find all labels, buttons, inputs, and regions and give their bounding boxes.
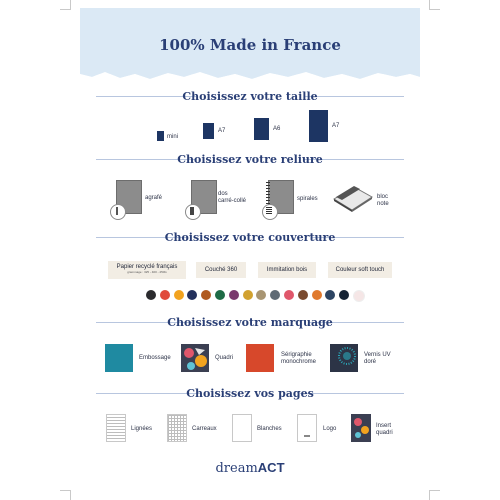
binding-stapled-label: agrafé bbox=[145, 195, 163, 201]
cover-color-dot[interactable] bbox=[201, 290, 211, 300]
paper-option-wood[interactable] bbox=[258, 262, 316, 278]
paper-option-couche-label: Couché 360 bbox=[204, 267, 238, 273]
crop-mark-bottom-left-h bbox=[60, 490, 70, 491]
page-logo-mark bbox=[304, 435, 310, 437]
brand-logo-light: dream bbox=[215, 461, 258, 476]
binding-perfect-bound-label: dos carré-collé bbox=[218, 191, 247, 204]
size-mini-label: mini bbox=[167, 134, 179, 140]
section-title-taille: Choisissez votre taille bbox=[182, 90, 318, 103]
binding-spiral-label: spirales bbox=[297, 196, 318, 202]
paper-option-recycled-label: Papier recyclé français bbox=[116, 264, 178, 270]
crop-mark-bottom-right-h bbox=[430, 490, 440, 491]
marking-screenprint-label: Sérigraphie monochrome bbox=[281, 352, 317, 365]
size-a7-label-2: A7 bbox=[332, 123, 340, 129]
cover-color-dot[interactable] bbox=[160, 290, 170, 300]
crop-mark-top-left-h bbox=[60, 9, 70, 10]
marking-uv-label: Vernis UV doré bbox=[364, 352, 391, 365]
size-a7-label: A7 bbox=[218, 128, 226, 134]
marking-quadri-image bbox=[181, 344, 209, 372]
size-mini-notebook bbox=[157, 131, 164, 141]
cover-color-dot[interactable] bbox=[256, 290, 266, 300]
cover-color-dot[interactable] bbox=[229, 290, 239, 300]
page-grid-label: Carreaux bbox=[192, 426, 217, 432]
crop-mark-bottom-left bbox=[70, 490, 81, 500]
cover-color-dot[interactable] bbox=[325, 290, 335, 300]
cover-color-dot[interactable] bbox=[270, 290, 280, 300]
marking-uv-image bbox=[330, 344, 358, 372]
paper-option-soft-touch-label: Couleur soft touch bbox=[335, 267, 385, 273]
marking-screenprint-image bbox=[246, 344, 274, 372]
cover-color-dot[interactable] bbox=[284, 290, 294, 300]
cover-color-dot[interactable] bbox=[312, 290, 322, 300]
cover-color-dot[interactable] bbox=[243, 290, 253, 300]
cover-color-dot[interactable] bbox=[174, 290, 184, 300]
paper-option-wood-label: Immitation bois bbox=[266, 267, 308, 273]
cover-color-dot[interactable] bbox=[353, 290, 365, 302]
binding-stapled-image bbox=[110, 180, 140, 218]
header-banner bbox=[80, 8, 420, 74]
binding-perfect-bound-image bbox=[185, 180, 215, 218]
page-blank-label: Blanches bbox=[257, 426, 282, 432]
size-a7-notebook bbox=[203, 123, 214, 139]
marking-quadri-pattern bbox=[181, 344, 209, 372]
brand-logo bbox=[0, 460, 500, 476]
page-logo-image bbox=[297, 414, 317, 442]
crop-mark-top-right-h bbox=[430, 9, 440, 10]
size-a6-label: A6 bbox=[273, 126, 281, 132]
paper-option-recycled[interactable] bbox=[108, 261, 186, 279]
paper-option-couche[interactable] bbox=[196, 262, 246, 278]
cover-color-dot[interactable] bbox=[146, 290, 156, 300]
size-a6-notebook bbox=[254, 118, 269, 140]
section-title-pages: Choisissez vos pages bbox=[186, 387, 314, 400]
torn-paper-edge bbox=[80, 68, 420, 82]
marking-embossing-label: Embossage bbox=[139, 355, 171, 361]
cover-color-dot[interactable] bbox=[298, 290, 308, 300]
binding-notepad-label: bloc note bbox=[377, 194, 389, 207]
page-logo-label: Logo bbox=[323, 426, 337, 432]
page-insert-quadri-label: Insert quadri bbox=[376, 423, 393, 436]
page-title: 100% Made in France bbox=[159, 36, 341, 54]
size-a5-notebook bbox=[309, 110, 328, 142]
binding-spiral-image bbox=[262, 180, 292, 218]
marking-uv-pattern bbox=[330, 344, 358, 372]
page-grid-image bbox=[167, 414, 187, 442]
page-lined-image bbox=[106, 414, 126, 442]
cover-color-dot[interactable] bbox=[187, 290, 197, 300]
page-blank-image bbox=[232, 414, 252, 442]
marking-quadri-label: Quadri bbox=[215, 355, 234, 361]
crop-mark-bottom-right bbox=[429, 490, 440, 500]
section-title-couverture: Choisissez votre couverture bbox=[164, 231, 336, 244]
binding-notepad-image bbox=[330, 185, 375, 213]
brand-logo-bold: ACT bbox=[257, 460, 285, 475]
paper-option-recycled-sublabel: grammage : 325 - 400 - 450G bbox=[127, 270, 167, 274]
page-insert-quadri-pattern bbox=[352, 415, 370, 441]
cover-color-dot[interactable] bbox=[339, 290, 349, 300]
section-title-reliure: Choisissez votre reliure bbox=[177, 153, 323, 166]
page-lined-label: Lignées bbox=[131, 426, 153, 432]
section-title-marquage: Choisissez votre marquage bbox=[167, 316, 333, 329]
marking-embossing-image bbox=[105, 344, 133, 372]
paper-option-soft-touch[interactable] bbox=[328, 262, 392, 278]
page-insert-quadri-image bbox=[351, 414, 371, 442]
cover-color-dot[interactable] bbox=[215, 290, 225, 300]
